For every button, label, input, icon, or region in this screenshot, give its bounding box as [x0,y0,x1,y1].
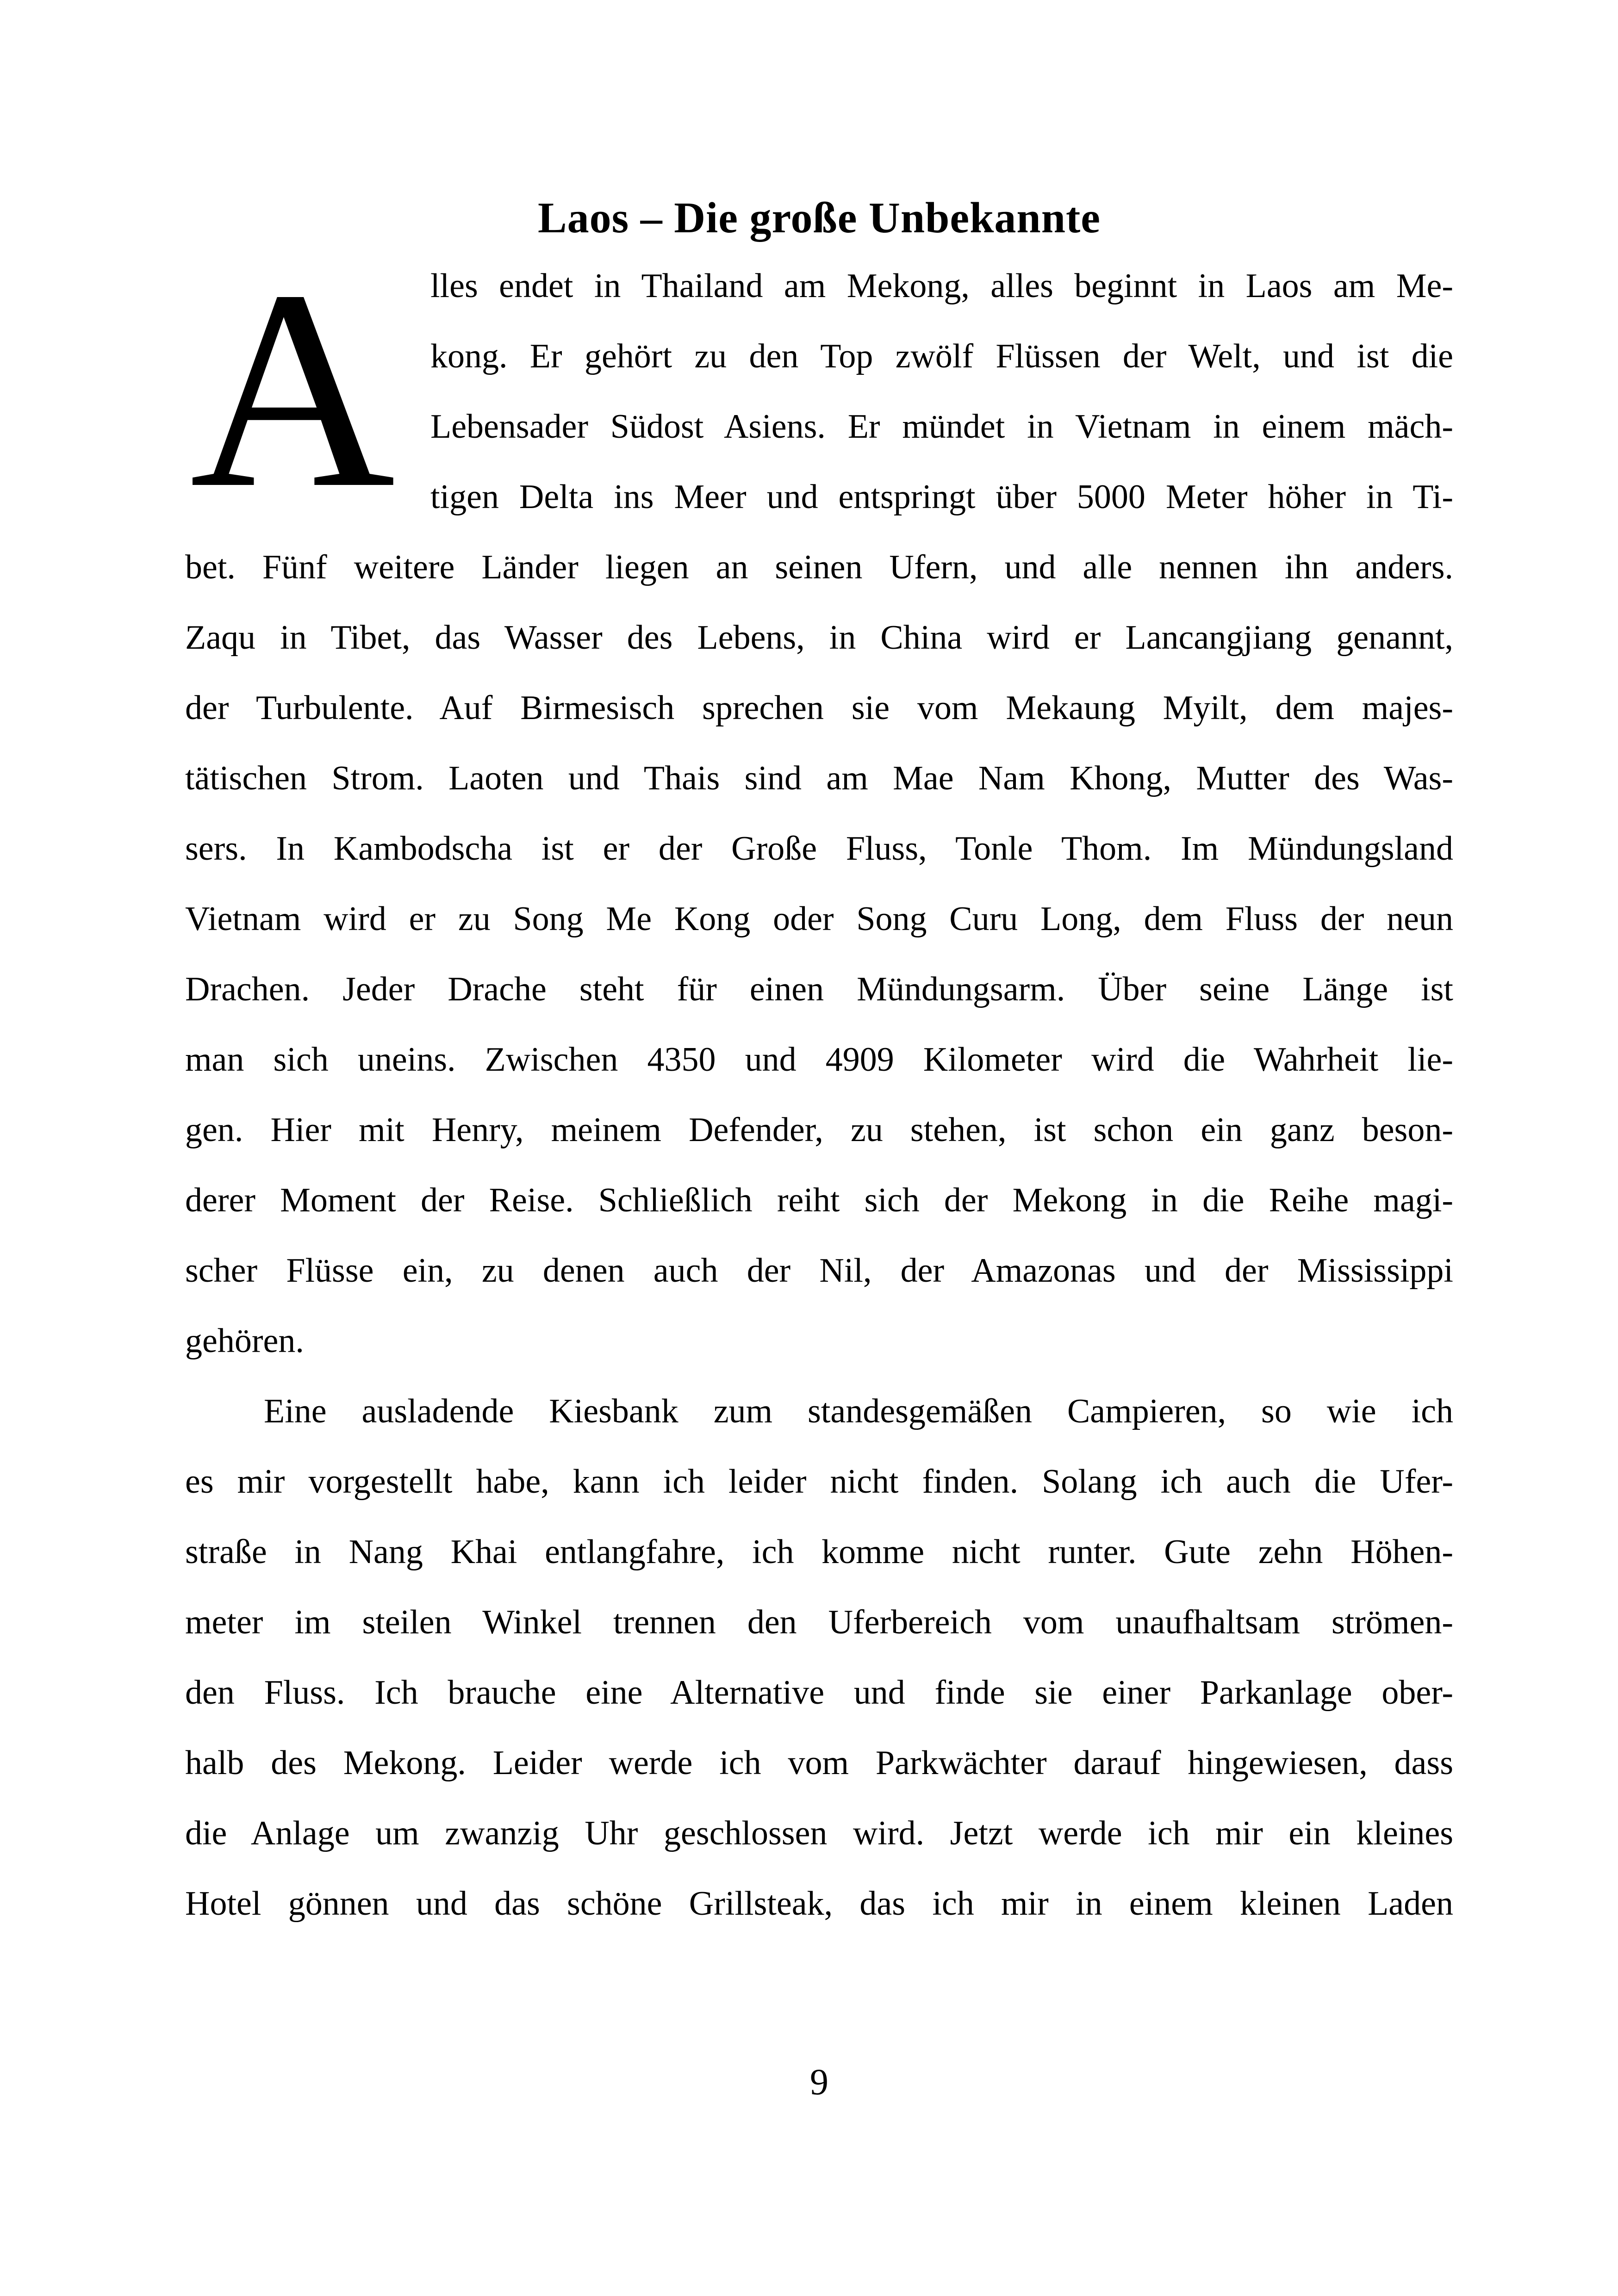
paragraph-2-lines [185,1376,1453,1939]
text-line: lles endet in Thailand am Mekong, alles beginnt in Laos am Me- [430,267,1453,305]
text-line: halb des Mekong. Leider werde ich vom Parkwächter darauf hingewiesen, dass [185,1744,1453,1782]
paragraph-2 [185,1376,1453,1939]
text-line: gen. Hier mit Henry, meinem Defender, zu stehen, ist schon ein ganz beson- [185,1111,1453,1149]
text-line: bet. Fünf weitere Länder liegen an seinen Ufern, und alle nennen ihn anders. [185,548,1453,586]
paragraph-1 [185,232,1453,1376]
text-line: der Turbulente. Auf Birmesisch sprechen sie vom Mekaung Myilt, dem majes- [185,689,1453,727]
paragraph-1-last-line: gehören. [185,1322,304,1360]
text-line: scher Flüsse ein, zu denen auch der Nil, der Amazonas und der Mississippi [185,1252,1453,1290]
text-line: die Anlage um zwanzig Uhr geschlossen wird. Jetzt werde ich mir ein kleines [185,1814,1453,1852]
text-line: tigen Delta ins Meer und entspringt über 5000 Meter höher in Ti- [430,478,1453,516]
text-line: Drachen. Jeder Drache steht für einen Mündungsarm. Über seine Länge ist [185,970,1453,1008]
text-block [185,0,1453,1939]
text-line: es mir vorgestellt habe, kann ich leider nicht finden. Solang ich auch die Ufer- [185,1463,1453,1501]
text-line: den Fluss. Ich brauche eine Alternative und finde sie einer Parkanlage ober- [185,1674,1453,1712]
text-line: Vietnam wird er zu Song Me Kong oder Song Curu Long, dem Fluss der neun [185,900,1453,938]
page-number: 9 [810,2062,828,2103]
drop-cap-letter: A [190,232,396,547]
text-line: derer Moment der Reise. Schließlich reiht sich der Mekong in die Reihe magi- [185,1181,1453,1219]
text-line: Zaqu in Tibet, das Wasser des Lebens, in China wird er Lancangjiang genannt, [185,619,1453,657]
text-line: man sich uneins. Zwischen 4350 und 4909 Kilometer wird die Wahrheit lie- [185,1041,1453,1079]
chapter-title: Laos – Die große Unbekannte [537,194,1101,242]
text-line: Lebensader Südost Asiens. Er mündet in Vietnam in einem mäch- [430,408,1453,446]
text-line: Eine ausladende Kiesbank zum standesgemäßen Campieren, so wie ich [264,1392,1453,1430]
text-line: tätischen Strom. Laoten und Thais sind am Mae Nam Khong, Mutter des Was- [185,759,1453,797]
text-line: straße in Nang Khai entlangfahre, ich komme nicht runter. Gute zehn Höhen- [185,1533,1453,1571]
text-line: Hotel gönnen und das schöne Grillsteak, das ich mir in einem kleinen Laden [185,1885,1453,1923]
text-line: kong. Er gehört zu den Top zwölf Flüssen der Welt, und ist die [430,337,1453,375]
text-line: sers. In Kambodscha ist er der Große Fluss, Tonle Thom. Im Mündungsland [185,830,1453,868]
text-line: meter im steilen Winkel trennen den Uferbereich vom unaufhaltsam strömen- [185,1603,1453,1641]
